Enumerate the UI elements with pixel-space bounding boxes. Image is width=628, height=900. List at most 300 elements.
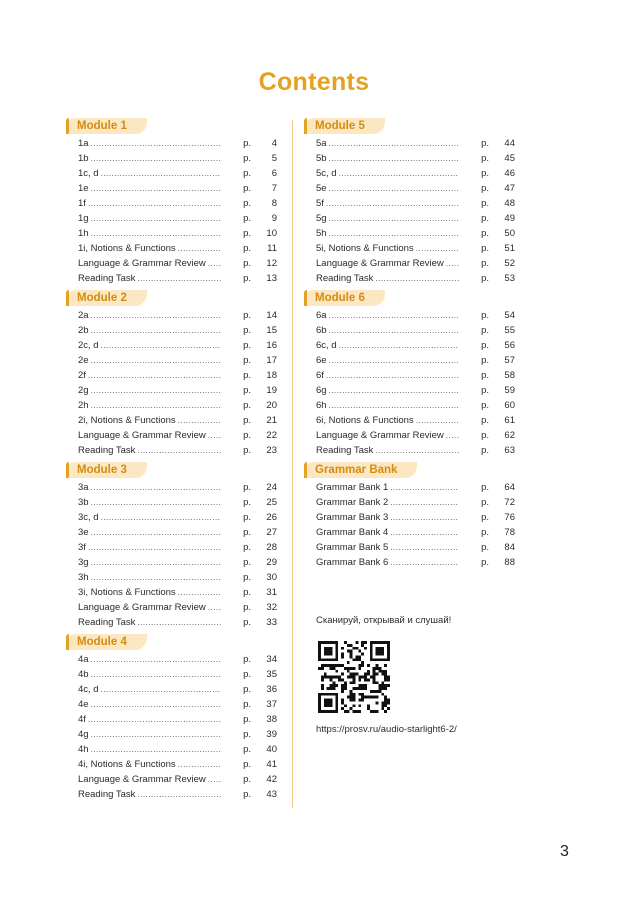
entry-page-number: 54 bbox=[504, 310, 515, 321]
section-header bbox=[66, 462, 277, 478]
dot-leader bbox=[390, 525, 459, 540]
contents-entry[interactable] bbox=[78, 383, 277, 398]
entry-page-number: 56 bbox=[504, 340, 515, 351]
contents-entry[interactable] bbox=[78, 323, 277, 338]
dot-leader bbox=[101, 166, 221, 181]
contents-entry[interactable] bbox=[78, 555, 277, 570]
contents-entry[interactable] bbox=[78, 600, 277, 615]
entry-label: Reading Task bbox=[78, 445, 136, 456]
contents-entry[interactable] bbox=[78, 398, 277, 413]
contents-entry[interactable] bbox=[316, 323, 515, 338]
dot-leader bbox=[91, 181, 221, 196]
contents-entry[interactable] bbox=[78, 652, 277, 667]
dot-leader bbox=[339, 338, 459, 353]
entry-label: 1h bbox=[78, 228, 89, 239]
entry-page-number: 37 bbox=[266, 699, 277, 710]
entry-label: Grammar Bank 3 bbox=[316, 512, 389, 523]
dot-leader bbox=[329, 151, 459, 166]
entry-page-number: 6 bbox=[271, 168, 277, 179]
contents-entry[interactable] bbox=[78, 166, 277, 181]
dot-leader bbox=[91, 323, 221, 338]
contents-right-column bbox=[305, 118, 515, 574]
contents-entry[interactable] bbox=[316, 480, 515, 495]
entry-label: Grammar Bank 1 bbox=[316, 482, 389, 493]
page-prefix: p. bbox=[481, 310, 489, 321]
dot-leader bbox=[208, 772, 221, 787]
dot-leader bbox=[91, 742, 221, 757]
contents-entry[interactable] bbox=[78, 540, 277, 555]
page-prefix: p. bbox=[243, 228, 251, 239]
page-prefix: p. bbox=[481, 325, 489, 336]
contents-entry[interactable] bbox=[78, 151, 277, 166]
page-prefix: p. bbox=[243, 445, 251, 456]
dot-leader bbox=[326, 368, 459, 383]
entry-label: Language & Grammar Review bbox=[78, 602, 206, 613]
page-prefix: p. bbox=[481, 168, 489, 179]
entry-page-number: 47 bbox=[504, 183, 515, 194]
section-module-3 bbox=[67, 462, 277, 630]
audio-link[interactable]: https://prosv.ru/audio-starlight6-2/ bbox=[316, 724, 457, 735]
contents-entry[interactable] bbox=[78, 428, 277, 443]
section-header bbox=[304, 290, 515, 306]
page-prefix: p. bbox=[243, 168, 251, 179]
entry-label: 2c, d bbox=[78, 340, 99, 351]
entry-page-number: 61 bbox=[504, 415, 515, 426]
dot-leader bbox=[91, 353, 221, 368]
entry-label: 4h bbox=[78, 744, 89, 755]
entry-label: Reading Task bbox=[78, 617, 136, 628]
entry-page-number: 17 bbox=[266, 355, 277, 366]
contents-entry[interactable] bbox=[78, 495, 277, 510]
dot-leader bbox=[91, 570, 221, 585]
section-header-label: Module 6 bbox=[304, 290, 385, 306]
page-title: Contents bbox=[258, 68, 370, 96]
contents-entry[interactable] bbox=[316, 136, 515, 151]
contents-entry[interactable] bbox=[78, 525, 277, 540]
entry-page-number: 58 bbox=[504, 370, 515, 381]
entry-label: 3f bbox=[78, 542, 86, 553]
page-prefix: p. bbox=[243, 138, 251, 149]
entry-label: 4c, d bbox=[78, 684, 99, 695]
page-prefix: p. bbox=[243, 774, 251, 785]
entry-label: 4e bbox=[78, 699, 89, 710]
entry-page-number: 36 bbox=[266, 684, 277, 695]
contents-entry[interactable] bbox=[316, 166, 515, 181]
dot-leader bbox=[137, 271, 221, 286]
contents-entry[interactable] bbox=[316, 226, 515, 241]
page-prefix: p. bbox=[243, 198, 251, 209]
dot-leader bbox=[178, 413, 221, 428]
contents-entry[interactable] bbox=[316, 241, 515, 256]
entry-page-number: 44 bbox=[504, 138, 515, 149]
dot-leader bbox=[88, 712, 221, 727]
contents-entry[interactable] bbox=[78, 443, 277, 458]
dot-leader bbox=[390, 480, 459, 495]
dot-leader bbox=[390, 555, 459, 570]
page-prefix: p. bbox=[481, 512, 489, 523]
section-header bbox=[304, 462, 515, 478]
dot-leader bbox=[91, 398, 221, 413]
page-prefix: p. bbox=[481, 213, 489, 224]
entry-page-number: 12 bbox=[266, 258, 277, 269]
dot-leader bbox=[91, 727, 221, 742]
dot-leader bbox=[329, 308, 459, 323]
section-header-label: Module 3 bbox=[66, 462, 147, 478]
contents-entry[interactable] bbox=[78, 570, 277, 585]
dot-leader bbox=[91, 308, 221, 323]
entry-label: Grammar Bank 4 bbox=[316, 527, 389, 538]
contents-entry[interactable] bbox=[78, 256, 277, 271]
section-module-6 bbox=[305, 290, 515, 458]
dot-leader bbox=[88, 368, 221, 383]
entry-page-number: 5 bbox=[271, 153, 277, 164]
entry-page-number: 20 bbox=[266, 400, 277, 411]
page-prefix: p. bbox=[481, 153, 489, 164]
entry-page-number: 64 bbox=[504, 482, 515, 493]
entry-label: 2i, Notions & Functions bbox=[78, 415, 176, 426]
contents-entry[interactable] bbox=[316, 525, 515, 540]
entry-page-number: 26 bbox=[266, 512, 277, 523]
contents-entry[interactable] bbox=[78, 413, 277, 428]
page-prefix: p. bbox=[243, 617, 251, 628]
entry-page-number: 8 bbox=[271, 198, 277, 209]
dot-leader bbox=[329, 181, 459, 196]
dot-leader bbox=[91, 151, 221, 166]
contents-entry[interactable] bbox=[78, 181, 277, 196]
contents-entry[interactable] bbox=[78, 742, 277, 757]
contents-entry[interactable] bbox=[316, 308, 515, 323]
section-header bbox=[66, 634, 277, 650]
contents-entry[interactable] bbox=[316, 338, 515, 353]
entry-label: Grammar Bank 2 bbox=[316, 497, 389, 508]
dot-leader bbox=[329, 136, 459, 151]
section-header bbox=[66, 290, 277, 306]
dot-leader bbox=[326, 196, 459, 211]
entry-page-number: 19 bbox=[266, 385, 277, 396]
entry-page-number: 76 bbox=[504, 512, 515, 523]
entry-page-number: 34 bbox=[266, 654, 277, 665]
entry-label: 6a bbox=[316, 310, 327, 321]
entry-page-number: 7 bbox=[271, 183, 277, 194]
entry-page-number: 29 bbox=[266, 557, 277, 568]
page-prefix: p. bbox=[243, 557, 251, 568]
dot-leader bbox=[91, 136, 221, 151]
entry-label: 6g bbox=[316, 385, 327, 396]
section-module-1 bbox=[67, 118, 277, 286]
contents-entry[interactable] bbox=[316, 555, 515, 570]
page-prefix: p. bbox=[243, 684, 251, 695]
page-prefix: p. bbox=[243, 310, 251, 321]
page-prefix: p. bbox=[481, 527, 489, 538]
entry-label: 4i, Notions & Functions bbox=[78, 759, 176, 770]
section-module-5 bbox=[305, 118, 515, 286]
entry-page-number: 27 bbox=[266, 527, 277, 538]
contents-entry[interactable] bbox=[78, 757, 277, 772]
entry-label: 5b bbox=[316, 153, 327, 164]
page-prefix: p. bbox=[481, 445, 489, 456]
contents-entry[interactable] bbox=[316, 353, 515, 368]
page-prefix: p. bbox=[481, 183, 489, 194]
entry-label: 5h bbox=[316, 228, 327, 239]
dot-leader bbox=[91, 555, 221, 570]
page-prefix: p. bbox=[243, 542, 251, 553]
contents-entry[interactable] bbox=[316, 181, 515, 196]
page-prefix: p. bbox=[481, 385, 489, 396]
contents-entry[interactable] bbox=[316, 256, 515, 271]
entry-page-number: 16 bbox=[266, 340, 277, 351]
entry-page-number: 10 bbox=[266, 228, 277, 239]
entry-page-number: 84 bbox=[504, 542, 515, 553]
entry-page-number: 15 bbox=[266, 325, 277, 336]
section-module-2 bbox=[67, 290, 277, 458]
contents-entry[interactable] bbox=[316, 413, 515, 428]
entry-page-number: 30 bbox=[266, 572, 277, 583]
entry-label: 5i, Notions & Functions bbox=[316, 243, 414, 254]
entry-label: 2a bbox=[78, 310, 89, 321]
dot-leader bbox=[390, 540, 459, 555]
dot-leader bbox=[101, 682, 221, 697]
contents-entry[interactable] bbox=[316, 271, 515, 286]
page-prefix: p. bbox=[243, 370, 251, 381]
entry-page-number: 52 bbox=[504, 258, 515, 269]
page-prefix: p. bbox=[481, 258, 489, 269]
contents-entry[interactable] bbox=[78, 338, 277, 353]
entry-page-number: 13 bbox=[266, 273, 277, 284]
entry-label: Language & Grammar Review bbox=[316, 258, 444, 269]
contents-entry[interactable] bbox=[78, 136, 277, 151]
entry-list bbox=[305, 308, 515, 458]
dot-leader bbox=[91, 667, 221, 682]
entry-label: 4f bbox=[78, 714, 86, 725]
contents-entry[interactable] bbox=[316, 428, 515, 443]
page-prefix: p. bbox=[243, 430, 251, 441]
page-prefix: p. bbox=[243, 759, 251, 770]
contents-entry[interactable] bbox=[78, 697, 277, 712]
entry-label: 5a bbox=[316, 138, 327, 149]
dot-leader bbox=[137, 615, 221, 630]
entry-page-number: 9 bbox=[271, 213, 277, 224]
page-prefix: p. bbox=[243, 340, 251, 351]
entry-label: Language & Grammar Review bbox=[78, 258, 206, 269]
entry-label: Grammar Bank 5 bbox=[316, 542, 389, 553]
entry-label: 1f bbox=[78, 198, 86, 209]
page-prefix: p. bbox=[481, 228, 489, 239]
entry-page-number: 51 bbox=[504, 243, 515, 254]
contents-entry[interactable] bbox=[78, 241, 277, 256]
dot-leader bbox=[178, 757, 221, 772]
contents-entry[interactable] bbox=[78, 682, 277, 697]
contents-entry[interactable] bbox=[78, 271, 277, 286]
entry-page-number: 43 bbox=[266, 789, 277, 800]
contents-entry[interactable] bbox=[78, 727, 277, 742]
entry-label: 2f bbox=[78, 370, 86, 381]
entry-page-number: 53 bbox=[504, 273, 515, 284]
entry-page-number: 48 bbox=[504, 198, 515, 209]
column-divider bbox=[292, 120, 293, 808]
page-prefix: p. bbox=[243, 273, 251, 284]
page-prefix: p. bbox=[243, 699, 251, 710]
contents-entry[interactable] bbox=[316, 196, 515, 211]
section-header-label: Grammar Bank bbox=[304, 462, 417, 478]
entry-label: 1e bbox=[78, 183, 89, 194]
contents-entry[interactable] bbox=[78, 712, 277, 727]
entry-page-number: 35 bbox=[266, 669, 277, 680]
entry-page-number: 32 bbox=[266, 602, 277, 613]
contents-entry[interactable] bbox=[316, 211, 515, 226]
dot-leader bbox=[101, 510, 221, 525]
entry-label: Grammar Bank 6 bbox=[316, 557, 389, 568]
entry-page-number: 28 bbox=[266, 542, 277, 553]
contents-entry[interactable] bbox=[78, 510, 277, 525]
entry-label: 3i, Notions & Functions bbox=[78, 587, 176, 598]
entry-label: Reading Task bbox=[316, 273, 374, 284]
dot-leader bbox=[208, 428, 221, 443]
entry-list bbox=[305, 480, 515, 570]
page-prefix: p. bbox=[243, 714, 251, 725]
entry-label: 6f bbox=[316, 370, 324, 381]
page-prefix: p. bbox=[481, 482, 489, 493]
entry-page-number: 46 bbox=[504, 168, 515, 179]
dot-leader bbox=[88, 196, 221, 211]
page-prefix: p. bbox=[243, 669, 251, 680]
contents-entry[interactable] bbox=[78, 615, 277, 630]
contents-entry[interactable] bbox=[316, 495, 515, 510]
dot-leader bbox=[329, 353, 459, 368]
page-prefix: p. bbox=[243, 258, 251, 269]
entry-label: 6h bbox=[316, 400, 327, 411]
entry-label: 3c, d bbox=[78, 512, 99, 523]
page-prefix: p. bbox=[481, 273, 489, 284]
contents-entry[interactable] bbox=[316, 368, 515, 383]
contents-entry[interactable] bbox=[316, 398, 515, 413]
page-prefix: p. bbox=[243, 355, 251, 366]
dot-leader bbox=[91, 480, 221, 495]
page-prefix: p. bbox=[243, 325, 251, 336]
page-prefix: p. bbox=[481, 370, 489, 381]
page-prefix: p. bbox=[481, 243, 489, 254]
dot-leader bbox=[88, 540, 221, 555]
entry-page-number: 39 bbox=[266, 729, 277, 740]
entry-label: 2e bbox=[78, 355, 89, 366]
entry-page-number: 40 bbox=[266, 744, 277, 755]
entry-page-number: 78 bbox=[504, 527, 515, 538]
contents-entry[interactable] bbox=[316, 383, 515, 398]
contents-entry[interactable] bbox=[78, 353, 277, 368]
contents-entry[interactable] bbox=[316, 540, 515, 555]
page-prefix: p. bbox=[243, 385, 251, 396]
section-header bbox=[304, 118, 515, 134]
page-prefix: p. bbox=[481, 415, 489, 426]
entry-label: 5g bbox=[316, 213, 327, 224]
entry-page-number: 33 bbox=[266, 617, 277, 628]
entry-page-number: 18 bbox=[266, 370, 277, 381]
dot-leader bbox=[91, 652, 221, 667]
page-prefix: p. bbox=[481, 198, 489, 209]
entry-label: 2g bbox=[78, 385, 89, 396]
section-header-label: Module 4 bbox=[66, 634, 147, 650]
entry-list bbox=[67, 652, 277, 802]
page-prefix: p. bbox=[243, 729, 251, 740]
entry-page-number: 72 bbox=[504, 497, 515, 508]
entry-page-number: 42 bbox=[266, 774, 277, 785]
page-prefix: p. bbox=[481, 138, 489, 149]
entry-page-number: 55 bbox=[504, 325, 515, 336]
dot-leader bbox=[339, 166, 459, 181]
contents-left-column bbox=[67, 118, 277, 806]
entry-label: 3e bbox=[78, 527, 89, 538]
page-prefix: p. bbox=[243, 527, 251, 538]
contents-entry[interactable] bbox=[78, 480, 277, 495]
entry-page-number: 88 bbox=[504, 557, 515, 568]
section-module-4 bbox=[67, 634, 277, 802]
entry-label: Language & Grammar Review bbox=[78, 430, 206, 441]
contents-entry[interactable] bbox=[316, 443, 515, 458]
page-prefix: p. bbox=[243, 400, 251, 411]
dot-leader bbox=[137, 787, 221, 802]
qr-code-icon[interactable] bbox=[318, 641, 390, 713]
contents-entry[interactable] bbox=[78, 368, 277, 383]
entry-label: Language & Grammar Review bbox=[316, 430, 444, 441]
contents-entry[interactable] bbox=[78, 667, 277, 682]
page-prefix: p. bbox=[481, 557, 489, 568]
contents-entry[interactable] bbox=[78, 787, 277, 802]
section-grammar-bank bbox=[305, 462, 515, 570]
contents-entry[interactable] bbox=[316, 510, 515, 525]
entry-list bbox=[67, 136, 277, 286]
section-header-label: Module 2 bbox=[66, 290, 147, 306]
page-prefix: p. bbox=[481, 400, 489, 411]
contents-entry[interactable] bbox=[316, 151, 515, 166]
page-prefix: p. bbox=[243, 153, 251, 164]
page-prefix: p. bbox=[243, 213, 251, 224]
entry-label: 6b bbox=[316, 325, 327, 336]
entry-page-number: 60 bbox=[504, 400, 515, 411]
page-prefix: p. bbox=[243, 497, 251, 508]
entry-label: 1i, Notions & Functions bbox=[78, 243, 176, 254]
section-header-label: Module 5 bbox=[304, 118, 385, 134]
dot-leader bbox=[91, 697, 221, 712]
entry-label: Reading Task bbox=[78, 789, 136, 800]
contents-entry[interactable] bbox=[78, 226, 277, 241]
entry-label: 4b bbox=[78, 669, 89, 680]
dot-leader bbox=[137, 443, 221, 458]
entry-label: 6c, d bbox=[316, 340, 337, 351]
contents-entry[interactable] bbox=[78, 772, 277, 787]
contents-entry[interactable] bbox=[78, 308, 277, 323]
page-number: 3 bbox=[560, 843, 569, 860]
entry-page-number: 14 bbox=[266, 310, 277, 321]
entry-page-number: 59 bbox=[504, 385, 515, 396]
contents-entry[interactable] bbox=[78, 211, 277, 226]
entry-page-number: 45 bbox=[504, 153, 515, 164]
entry-page-number: 41 bbox=[266, 759, 277, 770]
page-prefix: p. bbox=[243, 243, 251, 254]
dot-leader bbox=[416, 241, 459, 256]
dot-leader bbox=[91, 226, 221, 241]
page-prefix: p. bbox=[243, 415, 251, 426]
entry-page-number: 24 bbox=[266, 482, 277, 493]
page-prefix: p. bbox=[243, 572, 251, 583]
contents-entry[interactable] bbox=[78, 196, 277, 211]
entry-list bbox=[67, 308, 277, 458]
entry-label: 5c, d bbox=[316, 168, 337, 179]
contents-entry[interactable] bbox=[78, 585, 277, 600]
entry-page-number: 11 bbox=[267, 243, 277, 254]
entry-label: 5e bbox=[316, 183, 327, 194]
entry-label: 3b bbox=[78, 497, 89, 508]
page-prefix: p. bbox=[243, 482, 251, 493]
dot-leader bbox=[91, 495, 221, 510]
